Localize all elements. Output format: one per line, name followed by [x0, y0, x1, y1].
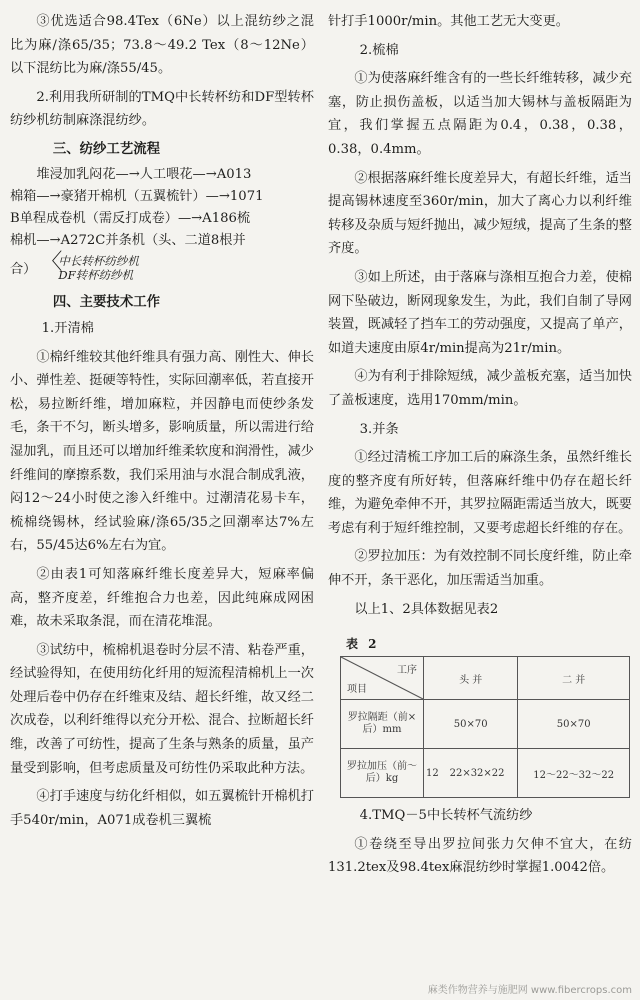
subsection-heading: 3.并条: [359, 421, 399, 437]
data-table: [340, 656, 630, 798]
diagonal-header-cell: [341, 657, 424, 700]
column-header: 头 并: [424, 657, 518, 700]
subsection-heading: 2.梳棉: [359, 42, 399, 58]
table-cell: 50×70: [518, 700, 630, 749]
subsection-heading: 1.开清棉: [41, 320, 94, 336]
note-line: 中长转杯纺纱机: [58, 253, 139, 268]
paragraph: ①卷绕至导出罗拉间张力欠伸不宜大，在纺131.2tex及98.4tex麻混纺纱时掌握1.0042倍。: [328, 836, 632, 876]
flow-line: 合）: [10, 261, 37, 277]
flow-line: 棉机—→A272C并条机（头、二道8根并: [10, 232, 246, 248]
section-heading: 四、主要技术工作: [52, 293, 160, 310]
table-cell: 12～22～32～22: [518, 749, 630, 798]
paragraph: ①棉纤维较其他纤维具有强力高、刚性大、伸长小、弹性差、挺硬等特性，实际回潮率低，若直接开松，易拉断纤维，增加麻粒，并因静电而使纱条发毛，条干不匀，断头增多，影响质量，所以需进行给湿加乳，而且还可以增加纤维柔软度和润滑性，减少纤维间的摩擦系数，我们采用油与水混合制成乳液，闷12～24小时使之渗入纤维中。过潮清花易卡车，梳棉绕锡林，经试验麻/涤65/35之回潮率达7%左右，55/45达6%左右为宜。: [10, 349, 314, 554]
table-header-row: [341, 657, 630, 700]
paragraph: ②由表1可知落麻纤维长度差异大，短麻率偏高，整齐度差，纤维抱合力也差，因此纯麻成网困难，故未采取条混，而在清花堆混。: [10, 566, 314, 630]
paragraph: ①为使落麻纤维含有的一些长纤维转移，减少充塞，防止损伤盖板，以适当加大锡林与盖板隔距为宜，我们掌握五点隔距为0.4，0.38，0.38，0.38，0.4mm。: [328, 71, 632, 157]
flow-line: 堆浸加乳闷花—→人工喂花—→A013: [36, 166, 252, 182]
subsection-heading: 4.TMQ－5中长转杯气流纺纱: [359, 808, 533, 824]
paragraph: ③优选适合98.4Tex（6Ne）以上混纺纱之混比为麻/涤65/35；73.8～49.2 Tex（8～12Ne）以下混纺比为麻/涤55/45。: [10, 14, 314, 77]
section-heading: 三、纺纱工艺流程: [52, 140, 160, 157]
brace-icon: 〈: [40, 249, 63, 275]
cell-value: 22×32×22: [449, 767, 505, 779]
paragraph: 2.利用我所研制的TMQ中长转杯纺和DF型转杯纺纱机纺制麻涤混纺纱。: [10, 89, 314, 129]
paragraph: 以上1、2具体数据见表2: [354, 601, 499, 617]
paragraph: ③如上所述，由于落麻与涤相互抱合力差，使棉网下坠破边，断网现象发生，为此，我们自制了导网装置，既减轻了挡车工的劳动强度，又提高了单产，如道夫速度由原4r/min提高为21r/min。: [328, 269, 632, 356]
paragraph: ③试纺中，梳棉机退卷时分层不清、粘卷严重，经试验得知，在使用纺化纤用的短流程清棉机上一次处理后卷中仍存在纤维束及结、超长纤维，故又经二次成卷，以利纤维得以充分开松、混合、拉断超长纤维，改善了可纺性，提高了生条与熟条的质量，虽产量受到影响，但考虑质量及可纺性仍采取此种方法。: [10, 642, 314, 776]
watermark: 麻类作物营养与施肥网 www.fibercrops.com: [427, 985, 632, 996]
right-column: [328, 10, 632, 885]
flow-line: 棉箱—→豪猪开棉机（五翼梳针）—→1071: [10, 188, 264, 204]
table-row: [341, 749, 630, 798]
paragraph: 针打手1000r/min。其他工艺无大变更。: [328, 14, 569, 29]
flow-line: B单程成卷机（需反打成卷）—→A186梳: [10, 210, 251, 226]
table-row: [341, 700, 630, 749]
table-caption: 表 2: [346, 637, 380, 652]
paragraph: ②根据落麻纤维长度差异大，有超长纤维，适当提高锡林速度至360r/min，加大了离心力以利纤维转移及杂质与短纤抛出，减少短绒，提高了生条的整齐度。: [328, 170, 632, 257]
header-item: 项目: [347, 684, 367, 696]
paragraph: ④为有利于排除短绒，减少盖板充塞，适当加快了盖板速度，选用170mm/min。: [328, 369, 632, 408]
header-process: 工序: [397, 665, 417, 677]
row-label: 罗拉加压（前～后）kg: [341, 749, 424, 798]
left-column: [10, 10, 314, 837]
paragraph: ①经过清梳工序加工后的麻涤生条，虽然纤维长度的整齐度有所好转，但落麻纤维中仍存在超长纤维，为避免牵伸不开，其罗拉隔距需适当放大，既要考虑有利于短纤维控制，又要考虑超长纤维的存在。: [328, 450, 632, 536]
paragraph: ④打手速度与纺化纤相似，如五翼梳针开棉机打手540r/min，A071成卷机三翼梳: [10, 789, 314, 828]
row-label: 罗拉隔距（前×后）mm: [341, 700, 424, 749]
paragraph: ②罗拉加压：为有效控制不同长度纤维，防止牵伸不开，条干恶化，加压需适当加重。: [328, 549, 632, 589]
process-flow: [10, 164, 314, 288]
table-cell: [424, 749, 518, 798]
cell-prefix: 12: [426, 767, 439, 779]
table-cell: 50×70: [424, 700, 518, 749]
handwritten-note: [40, 249, 139, 282]
note-line: DF转杯纺纱机: [58, 267, 134, 282]
column-header: 二 并: [518, 657, 630, 700]
